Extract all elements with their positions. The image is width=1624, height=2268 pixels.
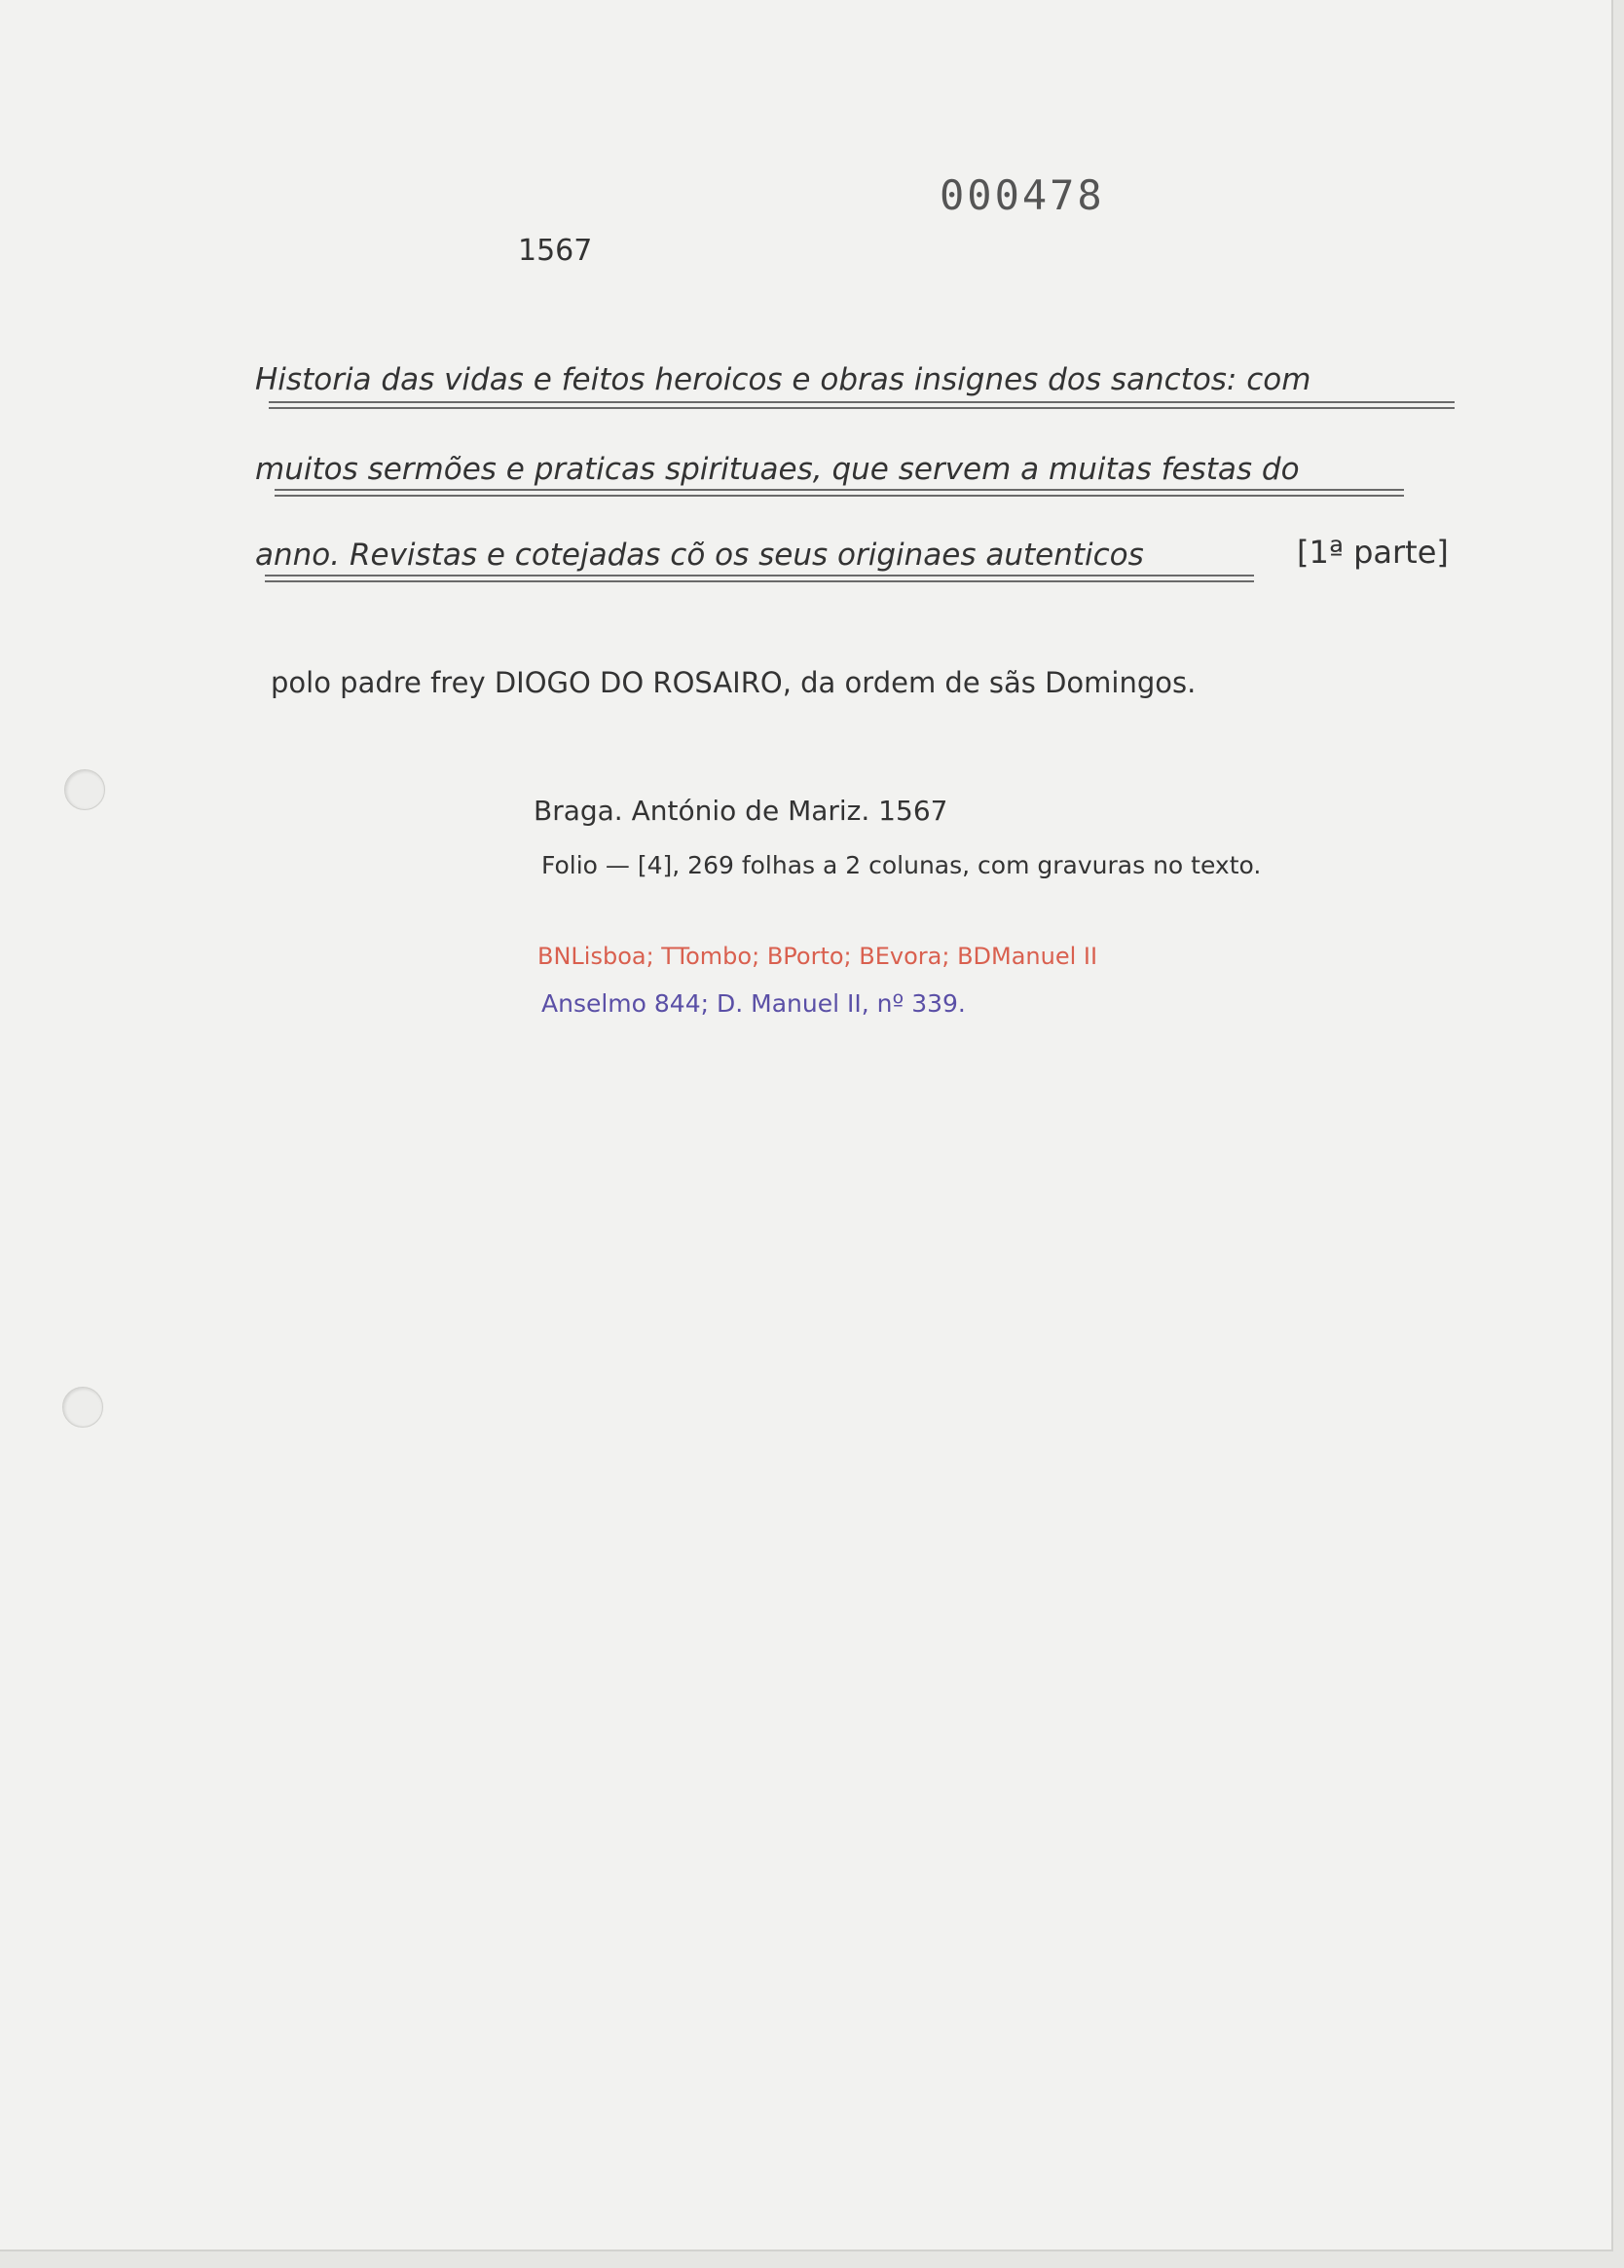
punch-hole-lower <box>62 1387 103 1428</box>
holding-libraries-line: BNLisboa; TTombo; BPorto; BEvora; BDManuel II <box>537 943 1098 970</box>
title-line-3: anno. Revistas e cotejadas cõ os seus originaes autenticos <box>255 538 1144 573</box>
title-underline-1 <box>269 401 1455 409</box>
title-underline-2 <box>275 489 1404 497</box>
author-line: polo padre frey DIOGO DO ROSAIRO, da ordem de sãs Domingos. <box>271 666 1197 699</box>
title-part-note: [1ª parte] <box>1297 534 1449 571</box>
imprint-line: Braga. António de Mariz. 1567 <box>534 795 948 827</box>
title-line-2: muitos sermões e praticas spirituaes, que servem a muitas festas do <box>255 452 1300 487</box>
record-number-stamp: 000478 <box>940 171 1105 219</box>
title-line-1: Historia das vidas e feitos heroicos e obras insignes dos sanctos: com <box>255 362 1311 397</box>
punch-hole-upper <box>64 769 105 810</box>
bibliographic-references-line: Anselmo 844; D. Manuel II, nº 339. <box>541 989 966 1018</box>
title-underline-3 <box>265 575 1254 582</box>
format-line: Folio — [4], 269 folhas a 2 colunas, com gravuras no texto. <box>541 851 1262 879</box>
year-heading: 1567 <box>518 234 593 268</box>
